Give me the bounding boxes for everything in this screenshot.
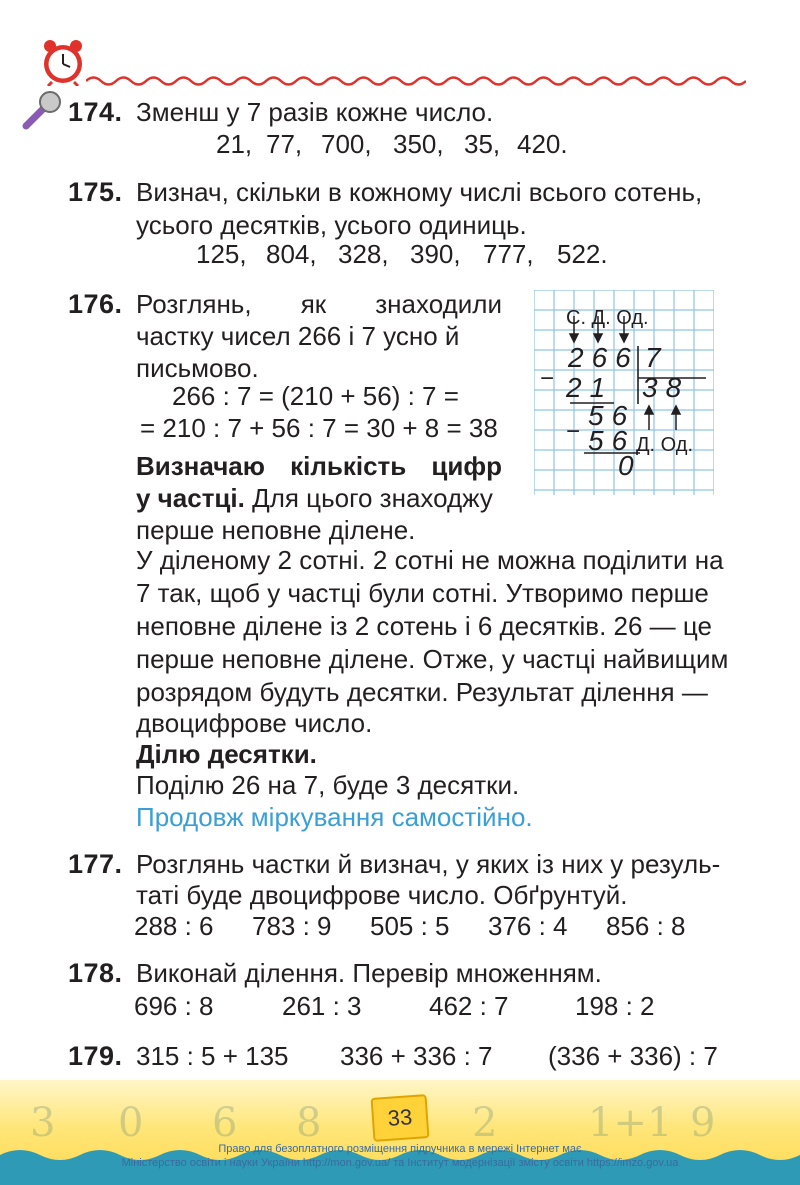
division-subtract2: 56	[588, 425, 636, 456]
division-minus: −	[566, 418, 581, 445]
microphone-icon	[20, 88, 64, 132]
exercise-177-line1: Розглянь частки й визнач, у яких із них у резуль-	[136, 849, 721, 879]
division-divisor: 7	[645, 342, 661, 373]
value: 77,	[266, 129, 303, 159]
exercise-178-number: 178.	[68, 958, 123, 988]
word: Визначаю	[136, 451, 265, 481]
sub-text: Поділю 26 на 7, буде 3 десятки.	[136, 770, 520, 800]
expression: 462 : 7	[429, 991, 509, 1021]
paragraph-line: розрядом будуть десятки. Результат ділення —	[136, 677, 708, 707]
expression: 856 : 8	[606, 911, 686, 941]
paragraph-line: перше неповне ділене. Отже, у частці найвищим	[136, 644, 729, 674]
exercise-176-line2: частку чисел 266 і 7 усно й	[136, 321, 460, 351]
alarm-clock-icon	[40, 38, 86, 86]
division-result: 0	[618, 450, 634, 481]
exercise-177-line2: таті буде двоцифрове число. Обґрунтуй.	[136, 880, 628, 910]
exercise-179-values	[136, 1040, 718, 1073]
exercise-174-number: 174.	[68, 97, 123, 127]
expression: 376 : 4	[488, 911, 568, 941]
expression: 261 : 3	[282, 991, 362, 1021]
paragraph-line: неповне ділене із 2 сотень і 6 десятків. 26 — це	[136, 611, 712, 641]
decor-digit: 1+1	[588, 1100, 673, 1146]
word: цифр	[431, 451, 502, 481]
footer-note-line1: Право для безоплатного розміщення підручника в мережі Інтернет має	[218, 1143, 582, 1155]
division-minus: −	[540, 365, 555, 392]
exercise-177-number: 177.	[68, 849, 123, 879]
page-number: 33	[386, 1104, 414, 1131]
heading-line2	[136, 482, 493, 515]
expression: 315 : 5 + 135	[136, 1041, 289, 1071]
exercise-178-text: Виконай ділення. Перевір множенням.	[136, 958, 602, 988]
division-quotient-labels: Д. Од.	[636, 434, 694, 456]
division-header: С. Д. Од.	[566, 307, 649, 329]
page-number-badge	[371, 1094, 430, 1142]
expression: 505 : 5	[370, 911, 450, 941]
word: знаходили	[375, 289, 502, 319]
exercise-176-line1	[136, 288, 502, 321]
line-first-partial: перше неповне ділене.	[136, 515, 416, 545]
heading-quotient: у частці.	[136, 483, 245, 513]
exercise-175-line2: усього десятків, усього одиниць.	[136, 210, 527, 240]
decor-digit: 0	[118, 1100, 144, 1146]
expression: (336 + 336) : 7	[548, 1041, 718, 1071]
value: 328,	[338, 239, 389, 269]
decor-digit: 2	[472, 1100, 498, 1146]
expression: 696 : 8	[134, 991, 214, 1021]
expression: 288 : 6	[134, 911, 214, 941]
word: кількість	[290, 451, 407, 481]
exercise-177-values	[134, 910, 686, 943]
division-subtract1: 21	[566, 372, 614, 403]
exercise-176-line3: письмово.	[136, 353, 259, 383]
word: Розглянь,	[136, 289, 252, 319]
division-dividend: 266	[568, 342, 639, 373]
exercise-176-number: 176.	[68, 289, 123, 319]
decor-digit: 9	[690, 1100, 716, 1146]
paragraph-line: У діленому 2 сотні. 2 сотні не можна поділити на	[136, 545, 724, 575]
continue-instruction: Продовж міркування самостійно.	[136, 802, 533, 832]
heading-determine-digits	[136, 450, 502, 483]
value: 420.	[517, 129, 568, 159]
division-remainder1: 56	[588, 400, 636, 431]
expression: 198 : 2	[575, 991, 655, 1021]
value: 700,	[321, 129, 372, 159]
exercise-174-values	[216, 128, 568, 161]
exercise-175-values	[196, 238, 608, 271]
wavy-divider	[86, 74, 746, 88]
expression: 336 + 336 : 7	[340, 1041, 493, 1071]
word: як	[300, 289, 327, 319]
subheading-divide-tens: Ділю десятки.	[136, 739, 317, 769]
heading-continuation: Для цього знаходжу	[244, 483, 493, 513]
exercise-178-values	[134, 990, 655, 1023]
decor-digit: 8	[296, 1100, 322, 1146]
decor-digit: 3	[30, 1100, 56, 1146]
value: 777,	[483, 239, 534, 269]
value: 350,	[393, 129, 444, 159]
value: 390,	[410, 239, 461, 269]
decor-digit: 6	[212, 1100, 238, 1146]
expression: 783 : 9	[252, 911, 332, 941]
value: 21,	[216, 129, 253, 159]
footer-note-line2: Міністерство освіти і науки України http://mon.gov.ua/ та Інститут модернізації змісту освіти https://imzo.gov.ua	[121, 1157, 679, 1169]
equation-1: 266 : 7 = (210 + 56) : 7 =	[172, 381, 459, 411]
value: 35,	[464, 129, 501, 159]
paragraph-line: двоцифрове число.	[136, 708, 373, 738]
exercise-179-number: 179.	[68, 1041, 123, 1071]
value: 125,	[196, 239, 247, 269]
value: 522.	[557, 239, 608, 269]
division-quotient: 38	[642, 372, 690, 403]
exercise-175-number: 175.	[68, 177, 123, 207]
exercise-174-text: Зменш у 7 разів кожне число.	[136, 97, 494, 127]
paragraph-line: 7 так, щоб у частці були сотні. Утворимо перше	[136, 578, 709, 608]
equation-2: = 210 : 7 + 56 : 7 = 30 + 8 = 38	[140, 413, 498, 443]
value: 804,	[266, 239, 317, 269]
exercise-175-line1: Визнач, скільки в кожному числі всього сотень,	[136, 177, 703, 207]
